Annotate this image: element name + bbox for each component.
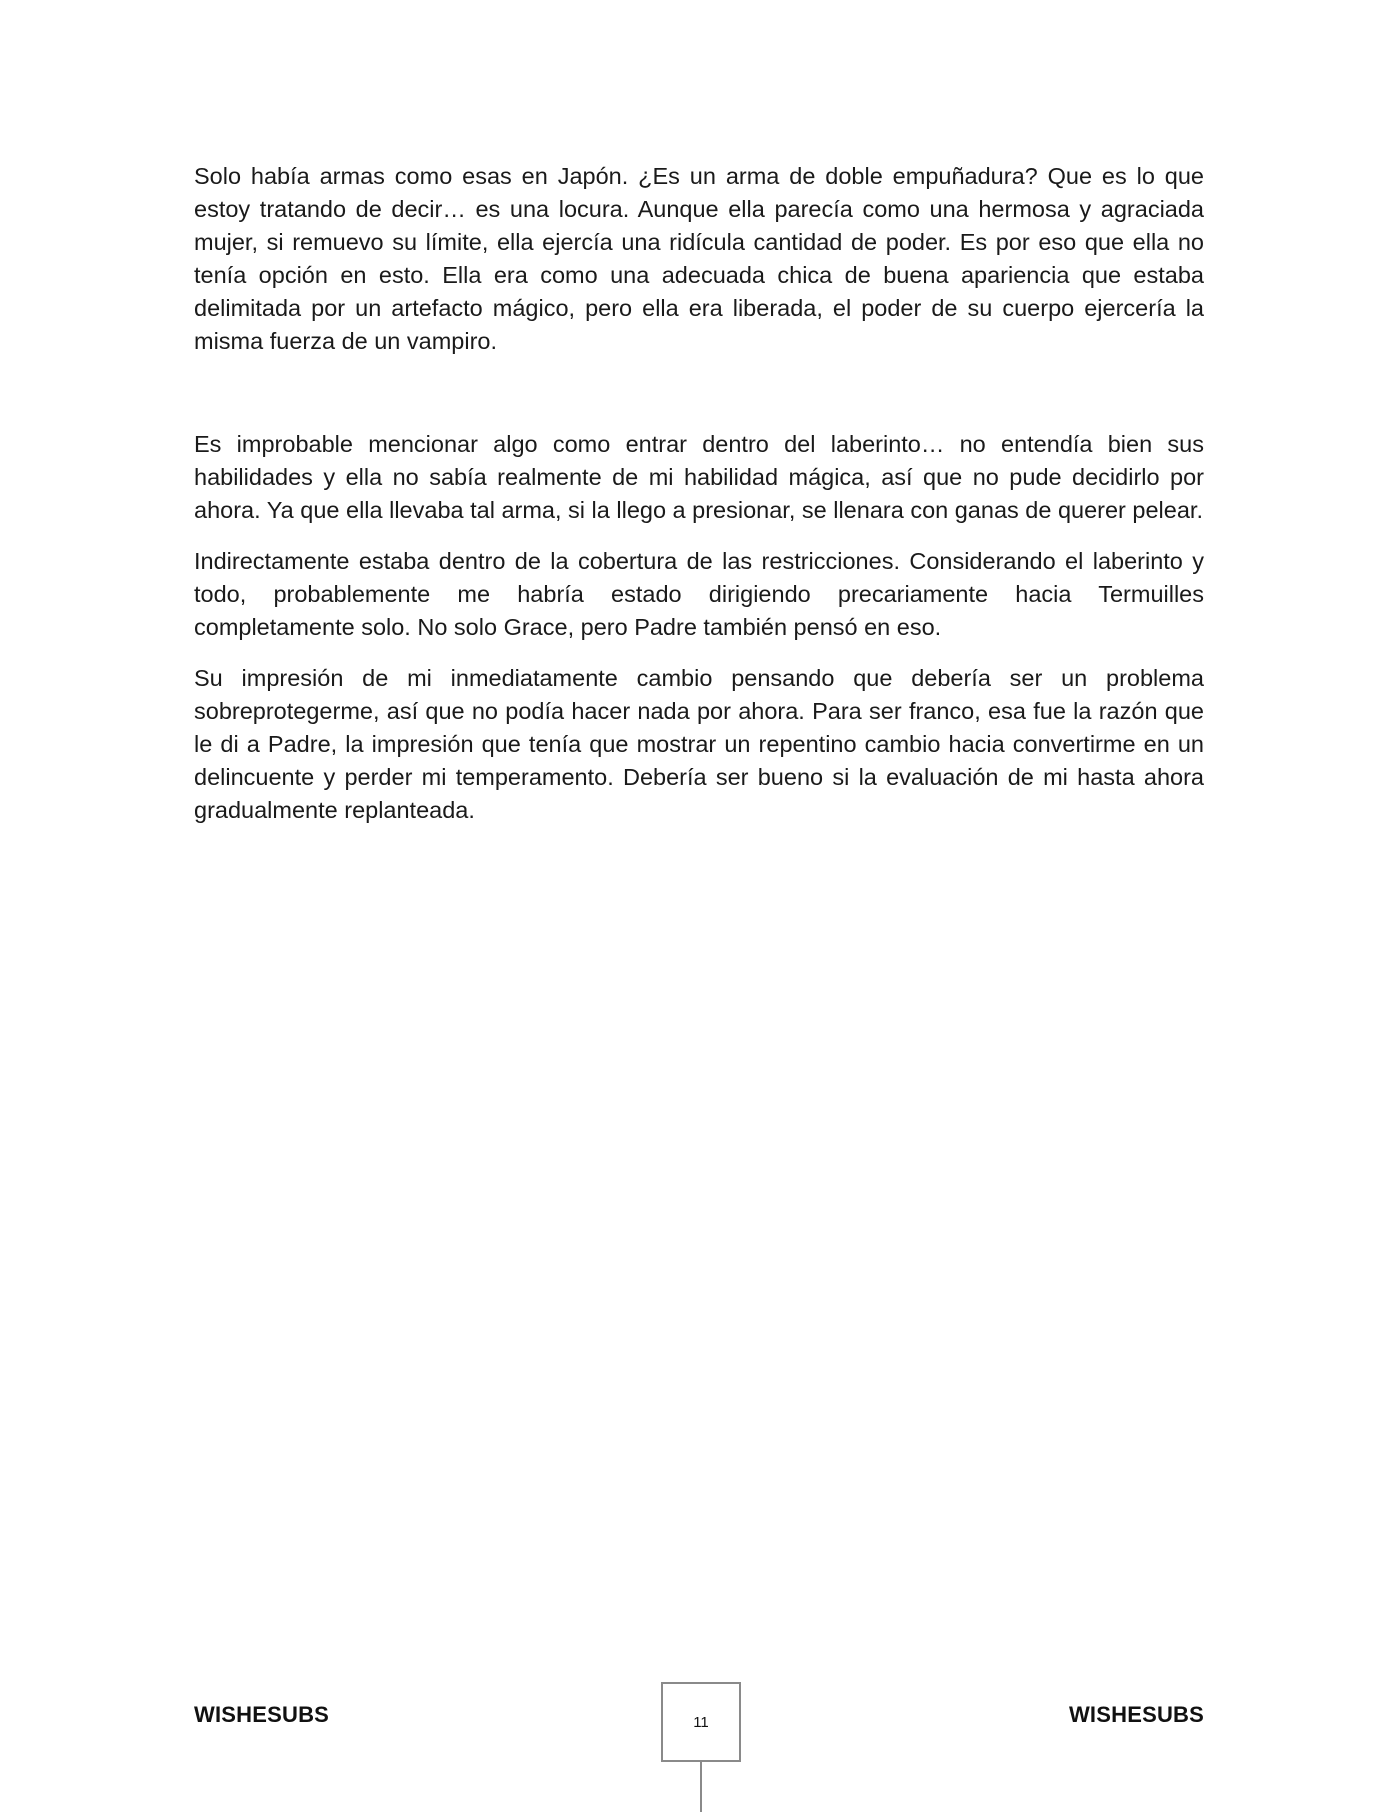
page-number-box	[661, 1682, 741, 1762]
body-text	[194, 160, 1204, 845]
paragraph-4: Su impresión de mi inmediatamente cambio pensando que debería ser un problema sobreprotegerme, así que no podía hacer nada por ahora. Para ser franco, esa fue la razón que le di a Padre, la impresión que tenía que mostrar un repentino cambio hacia convertirme en un delincuente y perder mi temperamento. Debería ser bueno si la evaluación de mi hasta ahora gradualmente replanteada.	[194, 665, 1204, 823]
footer-left-label: WISHESUBS	[194, 1702, 330, 1727]
paragraph-2: Es improbable mencionar algo como entrar dentro del laberinto… no entendía bien sus habilidades y ella no sabía realmente de mi habilidad mágica, así que no pude decidirlo por ahora. Ya que ella llevaba tal arma, si la llego a presionar, se llenara con ganas de querer pelear.	[194, 431, 1204, 523]
footer-right-label: WISHESUBS	[1068, 1702, 1204, 1727]
paragraph-1: Solo había armas como esas en Japón. ¿Es un arma de doble empuñadura? Que es lo que estoy tratando de decir… es una locura. Aunque ella parecía como una hermosa y agraciada mujer, si remuevo su límite, ella ejercía una ridícula cantidad de poder. Es por eso que ella no tenía opción en esto. Ella era como una adecuada chica de buena apariencia que estaba delimitada por un artefacto mágico, pero ella era liberada, el poder de su cuerpo ejercería la misma fuerza de un vampiro.	[194, 163, 1204, 354]
page-number: 11	[693, 1713, 709, 1731]
page-number-connector-line	[700, 1760, 702, 1812]
paragraph-3: Indirectamente estaba dentro de la cobertura de las restricciones. Considerando el laberinto y todo, probablemente me habría estado dirigiendo precariamente hacia Termuilles completamente solo. No solo Grace, pero Padre también pensó en eso.	[194, 548, 1204, 640]
